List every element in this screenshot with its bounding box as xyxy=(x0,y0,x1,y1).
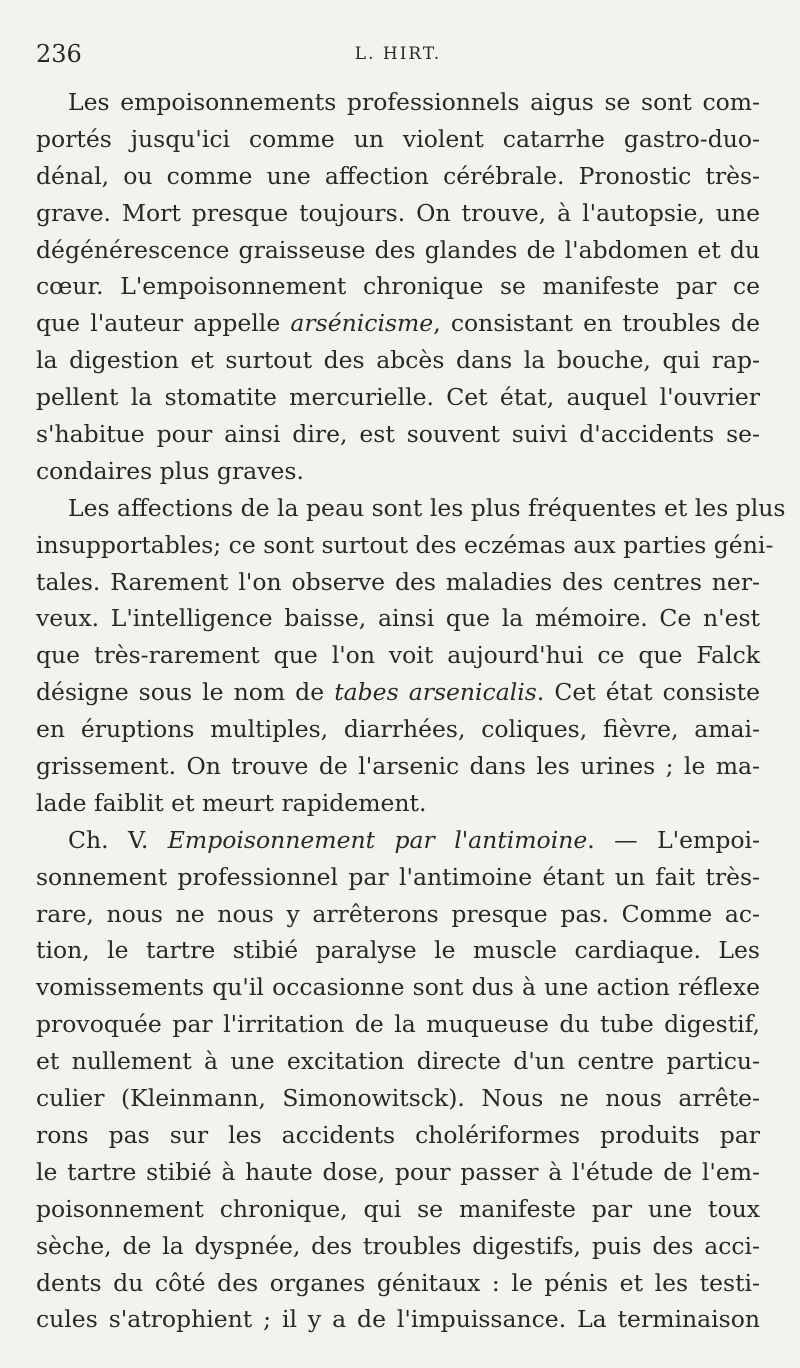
text-line: la digestion et surtout des abcès dans la bouche, qui rap- xyxy=(36,346,760,375)
text-line: tales. Rarement l'on observe des maladies des centres ner- xyxy=(36,567,760,596)
text-line: vomissements qu'il occasionne sont dus à une action réflexe xyxy=(36,973,760,1002)
text-line: portés jusqu'ici comme un violent catarrhe gastro-duo- xyxy=(36,124,760,153)
text-line: que très-rarement que l'on voit aujourd'hui ce que Falck xyxy=(36,641,760,670)
page-number: 236 xyxy=(36,40,82,68)
text-line: cœur. L'empoisonnement chronique se manifeste par ce xyxy=(36,272,760,301)
text-line: rons pas sur les accidents cholériformes produits par xyxy=(36,1120,760,1149)
text-line: dégénérescence graisseuse des glandes de l'abdomen et du xyxy=(36,235,760,264)
text-line: sèche, de la dyspnée, des troubles digestifs, puis des acci- xyxy=(36,1231,760,1260)
text-line: insupportables; ce sont surtout des eczémas aux parties géni- xyxy=(36,530,774,559)
text-line: le tartre stibié à haute dose, pour passer à l'étude de l'em- xyxy=(36,1157,760,1186)
text-line: Ch. V. Empoisonnement par l'antimoine. — L'empoi- xyxy=(68,825,760,854)
text-line: poisonnement chronique, qui se manifeste par une toux xyxy=(36,1194,760,1223)
page-header xyxy=(36,40,760,70)
text-line: Les empoisonnements professionnels aigus se sont com- xyxy=(68,88,760,116)
text-line: lade faiblit et meurt rapidement. xyxy=(36,788,427,817)
text-line: culier (Kleinmann, Simonowitsck). Nous ne nous arrête- xyxy=(36,1084,760,1113)
text-line: Les affections de la peau sont les plus fréquentes et les plus xyxy=(68,493,786,522)
text-line: veux. L'intelligence baisse, ainsi que la mémoire. Ce n'est xyxy=(36,604,760,633)
text-line: que l'auteur appelle arsénicisme, consistant en troubles de xyxy=(36,309,760,338)
text-line: dénal, ou comme une affection cérébrale. Pronostic très- xyxy=(36,161,760,190)
text-line: s'habitue pour ainsi dire, est souvent suivi d'accidents se- xyxy=(36,420,760,449)
text-line: et nullement à une excitation directe d'un centre particu- xyxy=(36,1047,760,1076)
text-line: dents du côté des organes génitaux : le pénis et les testi- xyxy=(36,1268,760,1297)
text-line: provoquée par l'irritation de la muqueuse du tube digestif, xyxy=(36,1010,760,1039)
text-line: condaires plus graves. xyxy=(36,456,304,485)
text-line: sonnement professionnel par l'antimoine étant un fait très- xyxy=(36,862,760,891)
text-line: grissement. On trouve de l'arsenic dans les urines ; le ma- xyxy=(36,752,760,781)
running-head: L. HIRT. xyxy=(354,44,442,64)
text-line: grave. Mort presque toujours. On trouve, à l'autopsie, une xyxy=(36,198,760,227)
text-line: désigne sous le nom de tabes arsenicalis. Cet état consiste xyxy=(36,678,760,707)
text-line: en éruptions multiples, diarrhées, coliques, fièvre, amai- xyxy=(36,715,760,744)
body-text xyxy=(36,84,786,1338)
text-line: pellent la stomatite mercurielle. Cet état, auquel l'ouvrier xyxy=(36,383,760,412)
text-line: tion, le tartre stibié paralyse le muscle cardiaque. Les xyxy=(36,936,760,965)
text-line: cules s'atrophient ; il y a de l'impuissance. La terminaison xyxy=(36,1305,760,1334)
text-line: rare, nous ne nous y arrêterons presque pas. Comme ac- xyxy=(36,899,760,928)
